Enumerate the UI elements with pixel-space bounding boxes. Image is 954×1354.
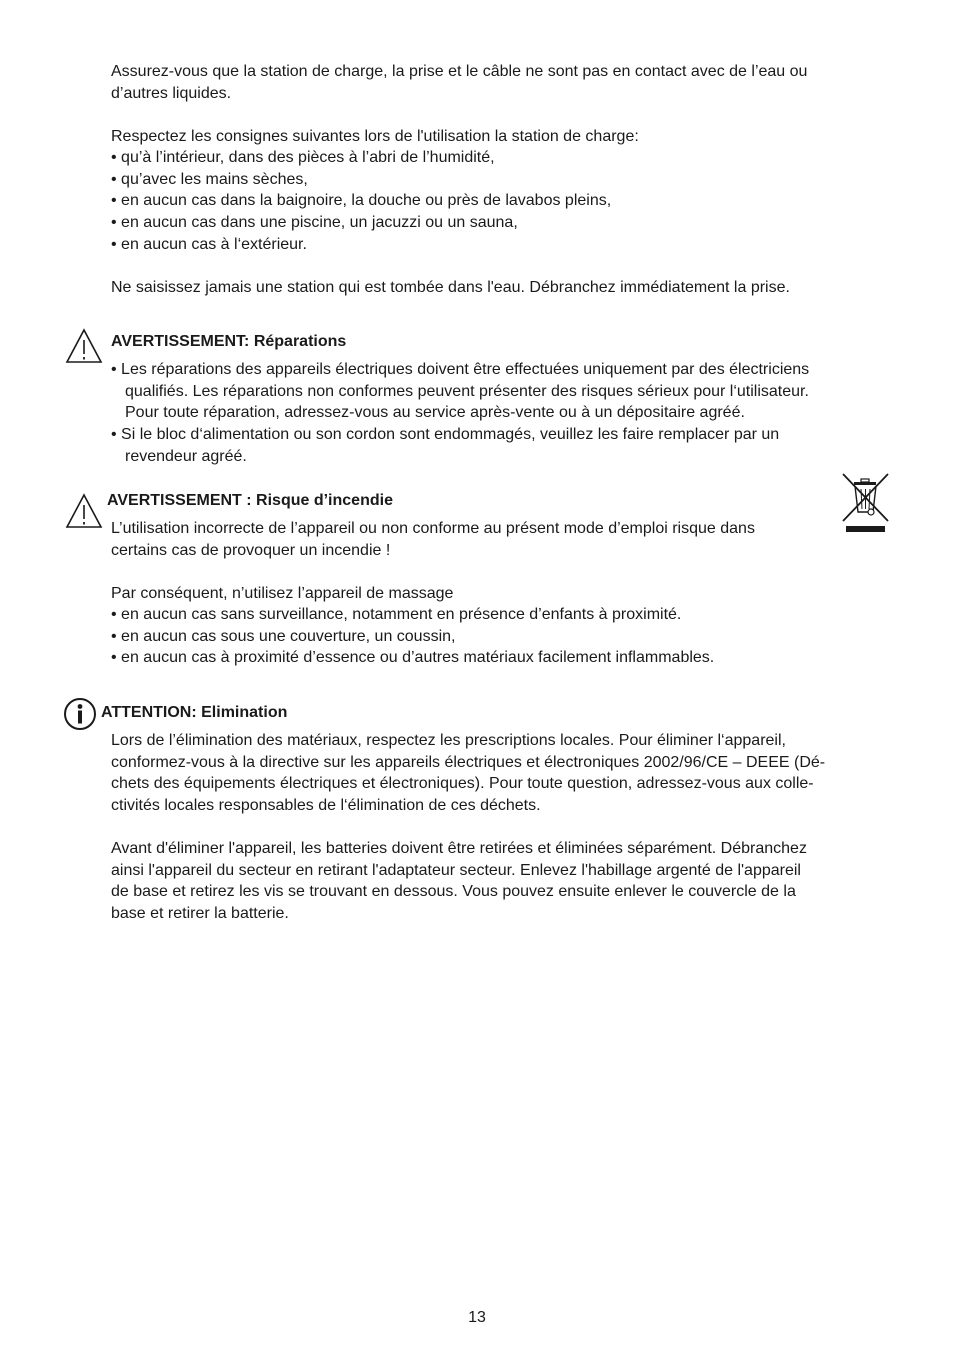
warning-fire-bullet-list — [111, 604, 714, 669]
list-item: • en aucun cas à proximité d’essence ou d’autres matériaux facilement inflammables. — [111, 649, 715, 667]
intro-paragraph-3: Ne saisissez jamais une station qui est tombée dans l'eau. Débranchez immédiatement la prise. — [111, 279, 790, 296]
warning-fire-paragraph-1 — [111, 518, 891, 561]
text-line: Assurez-vous que la station de charge, la prise et le câble ne sont pas en contact avec de l’eau ou — [111, 63, 808, 80]
list-item: • en aucun cas sans surveillance, notamment en présence d’enfants à proximité. — [111, 606, 682, 623]
page-number: 13 — [468, 1309, 486, 1326]
text-line: qualifiés. Les réparations non conformes peuvent présenter des risques sérieux pour l‘utilisateur. — [125, 382, 809, 400]
text-line: ctivités locales responsables de l‘élimination de ces déchets. — [111, 797, 541, 815]
list-item: • qu’avec les mains sèches, — [111, 170, 308, 188]
text-line: ainsi l'appareil du secteur en retirant l'adaptateur secteur. Enlevez l'habillage argenté de l'appareil — [111, 861, 801, 879]
list-item: • en aucun cas dans une piscine, un jacuzzi ou un sauna, — [111, 214, 518, 232]
list-item: • en aucun cas dans la baignoire, la douche ou près de lavabos pleins, — [111, 192, 612, 210]
attention-disposal-paragraph-2 — [111, 838, 891, 925]
text-line: d’autres liquides. — [111, 84, 232, 102]
intro-paragraph-1 — [111, 61, 891, 104]
warning-repairs-bullet-1 — [111, 359, 809, 424]
warning-triangle-icon — [65, 328, 103, 364]
warning-repairs-bullet-2 — [111, 424, 779, 467]
text-line: Avant d'éliminer l'appareil, les batteries doivent être retirées et éliminées séparément. Débranchez — [111, 840, 807, 857]
text-line: Lors de l’élimination des matériaux, respectez les prescriptions locales. Pour éliminer l‘appareil, — [111, 732, 786, 749]
text-line: • Si le bloc d‘alimentation ou son cordon sont endommagés, veuillez les faire remplacer par un — [111, 426, 780, 443]
text-line: conformez-vous à la directive sur les appareils électriques et électroniques 2002/96/CE – DEEE (Dé- — [111, 753, 826, 771]
text-line: L’utilisation incorrecte de l’appareil ou non conforme au présent mode d’emploi risque dans — [111, 520, 755, 537]
attention-disposal-paragraph-1 — [111, 730, 891, 817]
warning-triangle-icon — [65, 493, 103, 529]
text-line: chets des équipements électriques et électroniques). Pour toute question, adressez-vous aux colle- — [111, 775, 814, 793]
text-line: de base et retirez les vis se trouvant en dessous. Vous pouvez ensuite enlever le couvercle de la — [111, 883, 796, 901]
list-item: • qu’à l’intérieur, dans des pièces à l’abri de l’humidité, — [111, 149, 495, 166]
warning-repairs-title: AVERTISSEMENT: Réparations — [111, 333, 347, 350]
warning-fire-paragraph-2-lead: Par conséquent, n’utilisez l’appareil de massage — [111, 585, 454, 602]
info-icon — [63, 697, 97, 731]
text-line: certains cas de provoquer un incendie ! — [111, 541, 391, 559]
attention-disposal-title: ATTENTION: Elimination — [101, 704, 288, 721]
text-line: base et retirer la batterie. — [111, 905, 289, 923]
text-line: Pour toute réparation, adressez-vous au service après-vente ou à un dépositaire agréé. — [125, 404, 745, 422]
list-item: • en aucun cas sous une couverture, un coussin, — [111, 627, 456, 645]
intro-bullet-list — [111, 147, 611, 256]
warning-fire-title: AVERTISSEMENT : Risque d’incendie — [107, 492, 393, 509]
list-item: • en aucun cas à l‘extérieur. — [111, 235, 307, 253]
intro-paragraph-2-lead: Respectez les consignes suivantes lors de l'utilisation la station de charge: — [111, 128, 639, 145]
text-line: • Les réparations des appareils électriques doivent être effectuées uniquement par des électriciens — [111, 361, 810, 378]
text-line: revendeur agréé. — [125, 447, 247, 465]
